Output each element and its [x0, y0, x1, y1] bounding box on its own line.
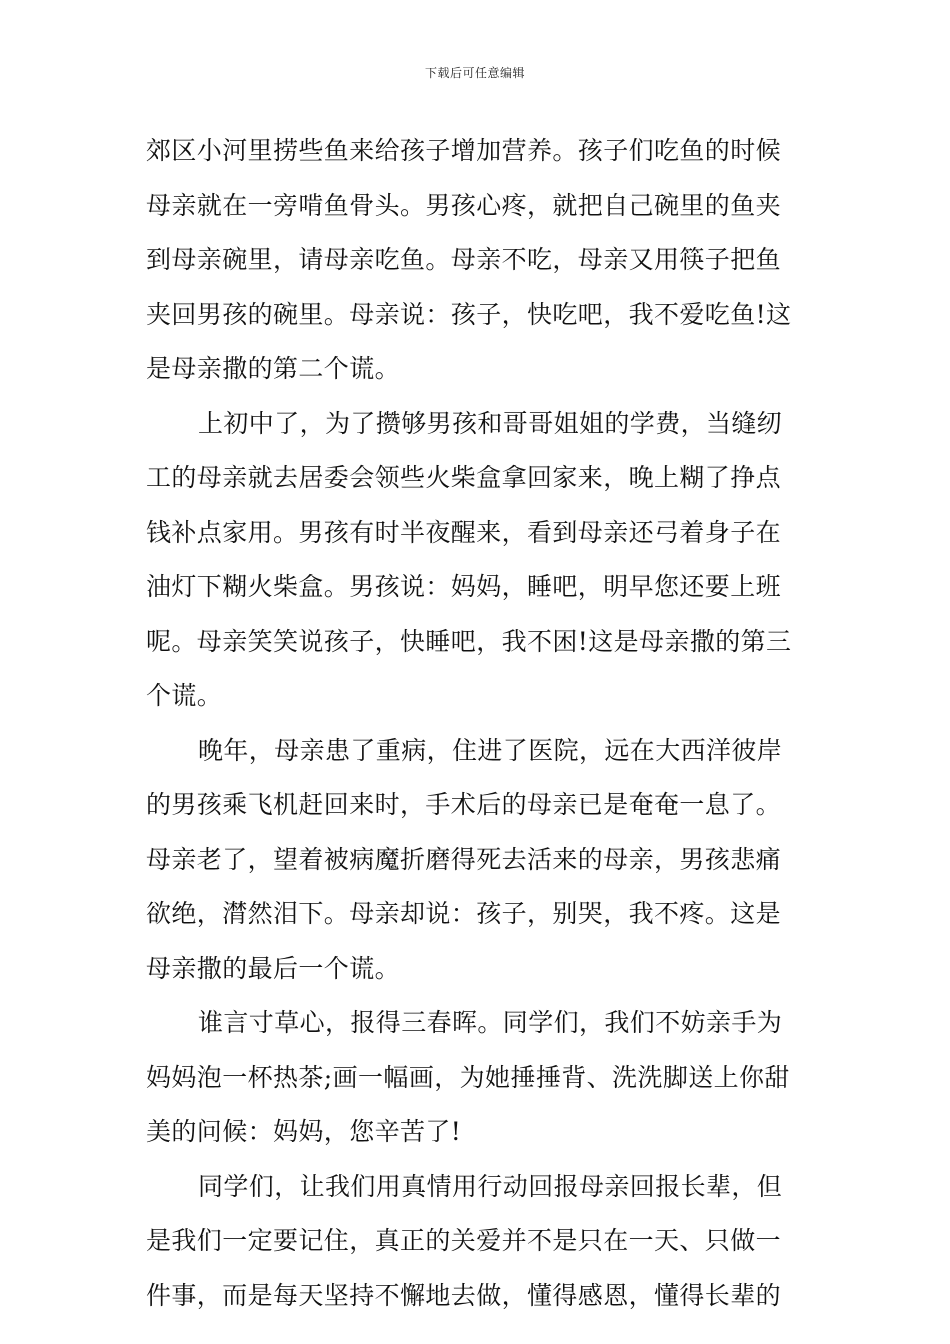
text-line: 是母亲撒的第二个谎。: [146, 354, 401, 383]
document-body: [146, 124, 810, 1323]
paragraph-first-line: 上初中了，为了攒够男孩和哥哥姐姐的学费，当缝纫: [198, 408, 783, 438]
paragraph-first-line: 晚年，母亲患了重病，住进了医院，远在大西洋彼岸: [198, 735, 783, 765]
text-line: 油灯下糊火柴盒。男孩说：妈妈，睡吧，明早您还要上班: [146, 572, 782, 601]
text-line: 个谎。: [146, 681, 223, 710]
page-header: 下载后可任意编辑: [424, 66, 525, 80]
paragraph-first-line: 谁言寸草心，报得三春晖。同学们，我们不妨亲手为: [198, 1008, 783, 1037]
text-line: 钱补点家用。男孩有时半夜醒来，看到母亲还弓着身子在: [146, 517, 782, 547]
text-line: 妈妈泡一杯热茶;画一幅画，为她捶捶背、洗洗脚送上你甜: [146, 1062, 790, 1092]
text-line: 件事，而是每天坚持不懈地去做，懂得感恩，懂得长辈的: [146, 1280, 782, 1310]
text-line: 母亲就在一旁啃鱼骨头。男孩心疼，就把自己碗里的鱼夹: [146, 190, 782, 220]
text-line: 夹回男孩的碗里。母亲说：孩子，快吃吧，我不爱吃鱼!这: [146, 299, 792, 329]
text-line: 是我们一定要记住，真正的关爱并不是只在一天、只做一: [146, 1226, 782, 1255]
text-line: 欲绝，潸然泪下。母亲却说：孩子，别哭，我不疼。这是: [146, 899, 782, 928]
text-line: 呢。母亲笑笑说孩子，快睡吧，我不困!这是母亲撒的第三: [146, 626, 792, 656]
paragraph-first-line: 同学们，让我们用真情用行动回报母亲回报长辈，但: [198, 1171, 783, 1201]
text-line: 郊区小河里捞些鱼来给孩子增加营养。孩子们吃鱼的时候: [146, 136, 782, 165]
text-line: 的男孩乘飞机赶回来时，手术后的母亲已是奄奄一息了。: [146, 790, 782, 819]
text-line: 到母亲碗里，请母亲吃鱼。母亲不吃，母亲又用筷子把鱼: [146, 245, 782, 274]
text-line: 工的母亲就去居委会领些火柴盒拿回家来，晚上糊了挣点: [146, 463, 782, 492]
text-line: 美的问候：妈妈，您辛苦了!: [146, 1117, 462, 1146]
text-line: 母亲撒的最后一个谎。: [146, 953, 401, 983]
text-line: 母亲老了，望着被病魔折磨得死去活来的母亲，男孩悲痛: [146, 844, 782, 874]
